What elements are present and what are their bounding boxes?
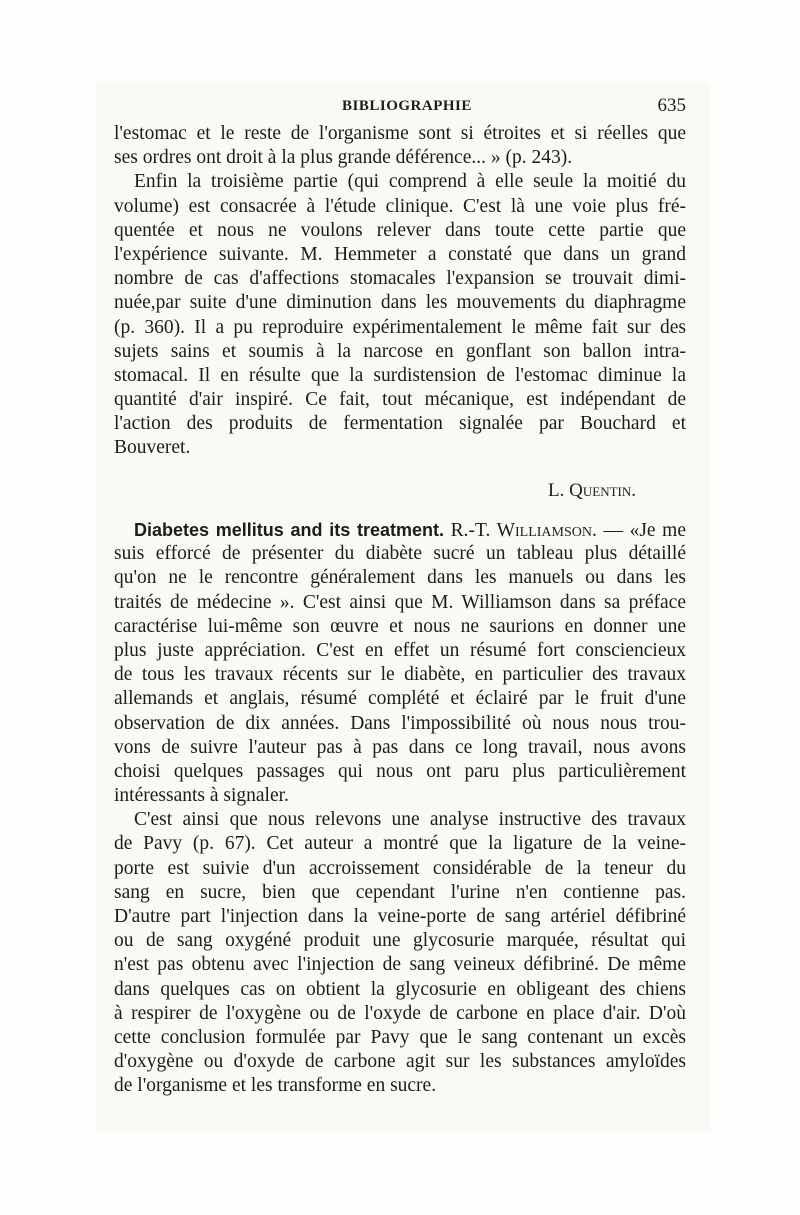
text-line: C'est ainsi que nous relevons une analyse instructive des travaux (134, 809, 686, 831)
text-line: suis efforcé de présenter du diabète sucré un tableau plus détaillé (114, 543, 686, 565)
text-line: de l'organisme et les transforme en sucre. (114, 1075, 437, 1097)
text-line: à respirer de l'oxygène ou de l'oxyde de carbone en place d'air. D'où (114, 1002, 686, 1024)
text-line: plus juste appréciation. C'est en effet un résumé fort consciencieux (114, 639, 686, 661)
text-line: qu'on ne le rencontre généralement dans les manuels ou dans les (114, 567, 686, 589)
text-line: de Pavy (p. 67). Cet auteur a montré que la ligature de la veine- (114, 833, 686, 855)
page-number: 635 (657, 95, 686, 116)
text-line: sujets sains et soumis à la narcose en gonflant son ballon intra- (114, 340, 686, 362)
text-line: quentée et nous ne voulons relever dans toute cette partie que (114, 219, 686, 241)
text-line: nombre de cas d'affections stomacales l'expansion se trouvait dimi- (114, 268, 686, 290)
signature-quentin: L. Quentin. (548, 480, 636, 501)
review-heading (114, 518, 686, 542)
running-title: BIBLIOGRAPHIE (342, 98, 472, 114)
review-williamson (114, 518, 686, 1099)
text-line: Bouveret. (114, 437, 191, 459)
text-line: observation de dix années. Dans l'impossibilité où nous nous trou- (114, 712, 686, 734)
text-line: volume) est consacrée à l'étude clinique. C'est là une voie plus fré- (114, 195, 686, 217)
text-line: ses ordres ont droit à la plus grande déférence... » (p. 243). (114, 147, 573, 169)
text-line: stomacal. Il en résulte que la surdistension de l'estomac diminue la (114, 364, 686, 386)
text-line: caractérise lui-même son œuvre et nous ne saurions en donner une (114, 615, 686, 637)
text-line: sang en sucre, bien que cependant l'urine n'en contienne pas. (114, 881, 686, 903)
text-line: l'action des produits de fermentation signalée par Bouchard et (114, 413, 686, 435)
text-line: l'expérience suivante. M. Hemmeter a constaté que dans un grand (114, 243, 686, 265)
text-line: quantité d'air inspiré. Ce fait, tout mécanique, est indépendant de (114, 389, 686, 411)
quote-opening: — «Je me (596, 520, 686, 541)
book-author: R.-T. Williamson. (450, 520, 597, 541)
text-line: n'est pas obtenu avec l'injection de sang veineux défibriné. De même (114, 954, 686, 976)
text-line: Enfin la troisième partie (qui comprend à elle seule la moitié du (134, 171, 686, 193)
text-line: nuée,par suite d'une diminution dans les mouvements du diaphragme (114, 292, 686, 314)
book-title: Diabetes mellitus and its treatment. (134, 520, 444, 540)
review-quentin (114, 122, 686, 461)
text-line: de tous les travaux récents sur le diabète, en particulier des travaux (114, 664, 686, 686)
text-line: choisi quelques passages qui nous ont paru plus particulièrement (114, 760, 686, 782)
text-line: (p. 360). Il a pu reproduire expérimentalement le même fait sur des (114, 316, 686, 338)
text-line: ou de sang oxygéné produit une glycosurie marquée, résultat qui (114, 930, 686, 952)
text-line: D'autre part l'injection dans la veine-porte de sang artériel défibriné (114, 906, 686, 928)
running-header (114, 96, 686, 120)
text-line: porte est suivie d'un accroissement considérable de la teneur du (114, 857, 686, 879)
text-line: dans quelques cas on obtient la glycosurie en obligeant des chiens (114, 978, 686, 1000)
text-line: intéressants à signaler. (114, 785, 289, 807)
text-line: vons de suivre l'auteur pas à pas dans ce long travail, nous avons (114, 736, 686, 758)
text-line: traités de médecine ». C'est ainsi que M. Williamson dans sa préface (114, 591, 686, 613)
text-line: allemands et anglais, résumé complété et éclairé par le fruit d'une (114, 688, 686, 710)
text-line: cette conclusion formulée par Pavy que le sang contenant un excès (114, 1026, 686, 1048)
text-line: d'oxygène ou d'oxyde de carbone agit sur les substances amyloïdes (114, 1051, 686, 1073)
text-line: l'estomac et le reste de l'organisme sont si étroites et si réelles que (114, 123, 686, 144)
